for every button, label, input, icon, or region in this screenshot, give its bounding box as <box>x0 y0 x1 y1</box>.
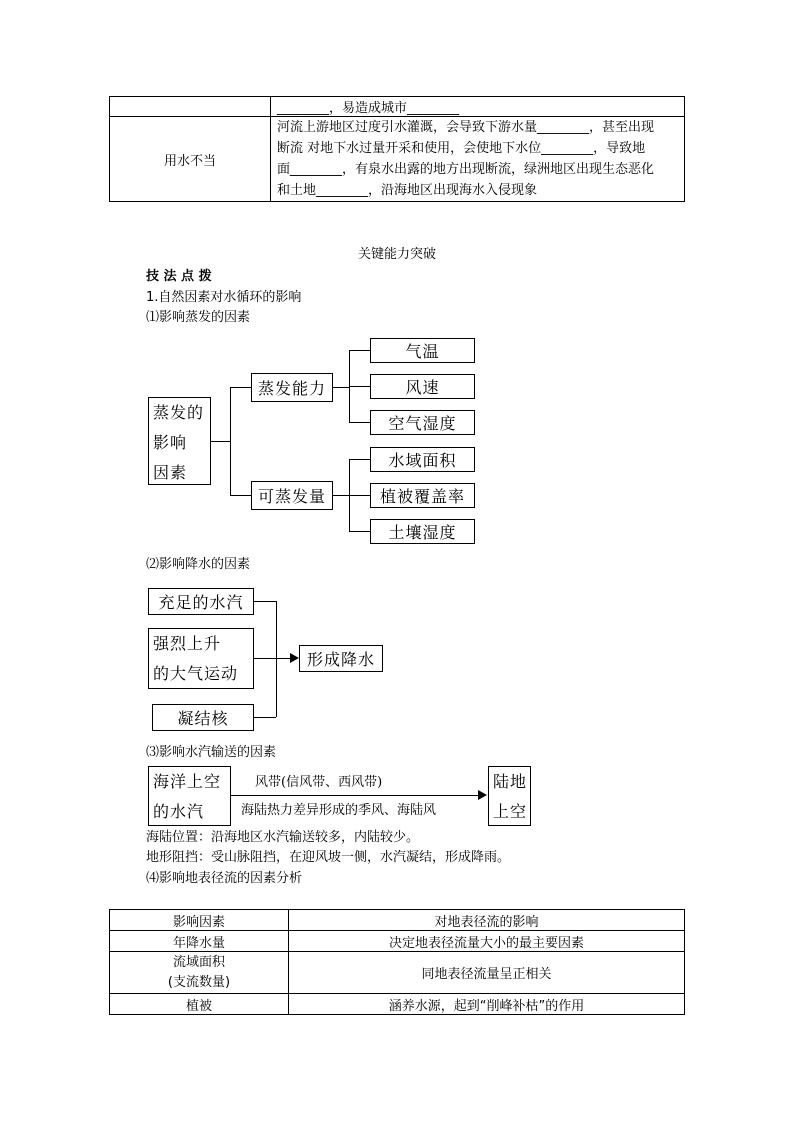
text-line: 影响 <box>153 433 188 452</box>
form-precipitation-box: 形成降水 <box>299 645 383 672</box>
subheading-transport: ⑶影响水汽输送的因素 <box>146 745 277 760</box>
subheading-evaporation: ⑴影响蒸发的因素 <box>146 310 251 325</box>
table-header: 影响因素 <box>110 910 289 931</box>
table-cell-label: 用水不当 <box>110 117 271 202</box>
text-line: 的水汽 <box>153 802 205 821</box>
monsoon-label: 海陆热力差异形成的季风、海陆风 <box>241 803 437 818</box>
table-cell: 决定地表径流量大小的最主要因素 <box>289 931 685 952</box>
subtitle: 技 法 点 拨 <box>146 269 212 284</box>
rising-air-box <box>148 628 254 689</box>
table-header: 对地表径流的影响 <box>289 910 685 931</box>
section-title: 关键能力突破 <box>357 247 436 262</box>
table-cell: 年降水量 <box>110 931 289 952</box>
wind-speed-box: 风速 <box>370 374 475 399</box>
ocean-vapor-box <box>148 766 231 826</box>
land-sky-box <box>488 766 531 826</box>
text-line: 陆地 <box>493 772 528 791</box>
subheading-runoff: ⑷影响地表径流的因素分析 <box>146 871 303 886</box>
wind-belt-label: 风带(信风带、西风带) <box>255 775 383 790</box>
soil-moisture-box: 土壤湿度 <box>370 519 475 544</box>
text-line: 断流 对地下水过量开采和使用，会使地下水位________，导致地 <box>277 141 646 156</box>
text-line: 河流上游地区过度引水灌溉，会导致下游水量________，甚至出现 <box>277 120 655 135</box>
water-use-table <box>109 96 685 202</box>
table-cell-text <box>271 117 685 202</box>
vegetation-box: 植被覆盖率 <box>370 483 475 508</box>
text-line: 蒸发的 <box>153 403 205 422</box>
text-line: 和土地________，沿海地区出现海水入侵现象 <box>277 183 538 198</box>
text-line: 的大气运动 <box>153 664 239 683</box>
runoff-table <box>109 909 685 1015</box>
text-line: 面________，有泉水出露的地方出现断流，绿洲地区出现生态恶化 <box>277 162 655 177</box>
evap-amount-box: 可蒸发量 <box>251 481 333 510</box>
table-cell-empty <box>110 97 271 117</box>
table-cell: 植被 <box>110 994 289 1015</box>
note-terrain: 地形阻挡：受山脉阻挡，在迎风坡一侧，水汽凝结，形成降雨。 <box>146 850 511 865</box>
subheading-precipitation: ⑵影响降水的因素 <box>146 557 251 572</box>
evap-root-box <box>148 397 211 485</box>
water-area-box: 水域面积 <box>370 447 475 472</box>
text-line: 海洋上空 <box>153 772 222 791</box>
table-cell: 同地表径流量呈正相关 <box>289 952 685 994</box>
text-line: 强烈上升 <box>153 634 222 653</box>
water-vapor-box: 充足的水汽 <box>148 588 254 615</box>
temperature-box: 气温 <box>370 338 475 363</box>
table-cell-text: ________，易造成城市________ <box>271 97 685 117</box>
evap-capacity-box: 蒸发能力 <box>251 373 333 402</box>
text-line: 上空 <box>493 802 528 821</box>
humidity-box: 空气湿度 <box>370 410 475 435</box>
note-land-sea: 海陆位置：沿海地区水汽输送较多，内陆较少。 <box>146 830 420 845</box>
table-cell: 流域面积 (支流数量) <box>110 952 289 994</box>
condensation-nuclei-box: 凝结核 <box>152 704 254 731</box>
heading-1: 1.自然因素对水循环的影响 <box>146 290 302 305</box>
text-line: 因素 <box>153 463 188 482</box>
table-cell: 涵养水源，起到“削峰补枯”的作用 <box>289 994 685 1015</box>
